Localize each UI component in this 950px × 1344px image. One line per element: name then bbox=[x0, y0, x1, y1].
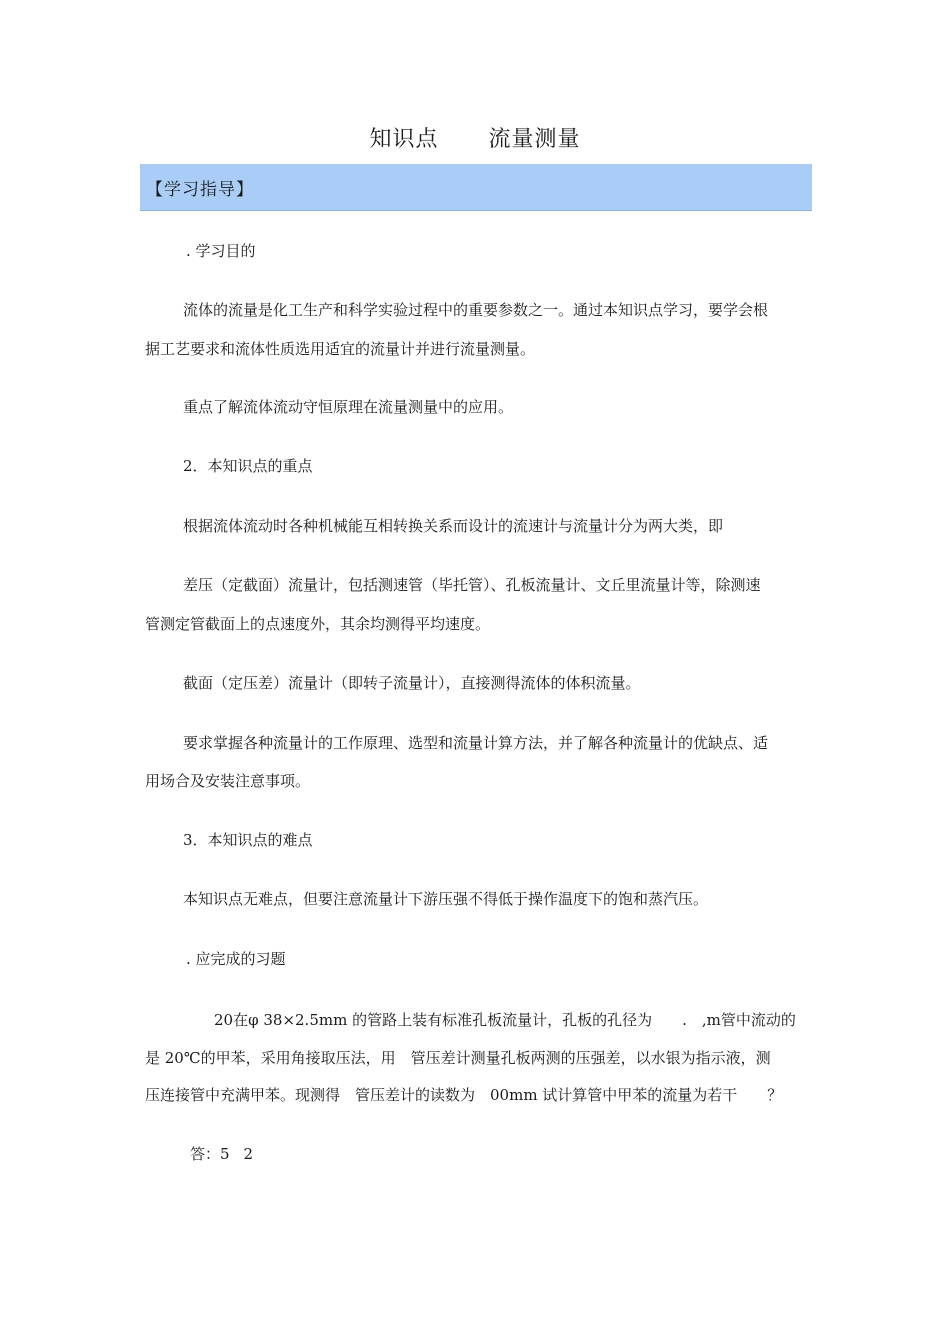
answer-label: 答：5 bbox=[190, 1145, 230, 1163]
answer-line bbox=[190, 1147, 253, 1162]
question-line-3: 压连接管中充满甲苯。现测得 管压差计的读数为 00mm 试计算管中甲苯的流量为若干 ？ bbox=[145, 1086, 783, 1104]
heading-learning-goal: . 学习目的 bbox=[186, 242, 256, 260]
paragraph-4-line-2: 管测定管截面上的点速度外，其余均测得平均速度。 bbox=[145, 615, 491, 633]
paragraph-1-line-2: 据工艺要求和流体性质选用适宜的流量计并进行流量测量。 bbox=[145, 340, 536, 358]
paragraph-4-line-1: 差压（定截面）流量计，包括测速管（毕托管）、孔板流量计、文丘里流量计等，除测速 bbox=[183, 576, 761, 594]
heading-exercises: . 应完成的习题 bbox=[186, 950, 286, 968]
banner-label: 【学习指导】 bbox=[146, 180, 254, 200]
question-line-1: 20在φ 38×2.5mm 的管路上装有标准孔板流量计，孔板的孔径为 . ,m管中流动的 bbox=[214, 1011, 796, 1029]
title-part-a: 知识点 bbox=[369, 127, 439, 152]
paragraph-3: 根据流体流动时各种机械能互相转换关系而设计的流速计与流量计分为两大类，即 bbox=[183, 517, 724, 535]
section-banner bbox=[140, 164, 812, 211]
paragraph-6-line-2: 用场合及安装注意事项。 bbox=[145, 772, 311, 790]
paragraph-6-line-1: 要求掌握各种流量计的工作原理、选型和流量计算方法，并了解各种流量计的优缺点、适 bbox=[183, 734, 769, 752]
paragraph-5: 截面（定压差）流量计（即转子流量计），直接测得流体的体积流量。 bbox=[183, 674, 641, 692]
paragraph-7: 本知识点无难点，但要注意流量计下游压强不得低于操作温度下的饱和蒸汽压。 bbox=[183, 890, 709, 908]
answer-value: 2 bbox=[243, 1145, 254, 1163]
heading-key-points: 2．本知识点的重点 bbox=[183, 457, 313, 475]
title-part-b: 流量测量 bbox=[488, 127, 581, 152]
paragraph-1-line-1: 流体的流量是化工生产和科学实验过程中的重要参数之一。通过本知识点学习，要学会根 bbox=[183, 301, 769, 319]
heading-difficulties: 3．本知识点的难点 bbox=[183, 831, 313, 849]
paragraph-2: 重点了解流体流动守恒原理在流量测量中的应用。 bbox=[183, 398, 514, 416]
question-line-2: 是 20℃的甲苯，采用角接取压法，用 管压差计测量孔板两测的压强差，以水银为指示液，测 bbox=[145, 1049, 771, 1067]
page-title bbox=[0, 122, 950, 153]
